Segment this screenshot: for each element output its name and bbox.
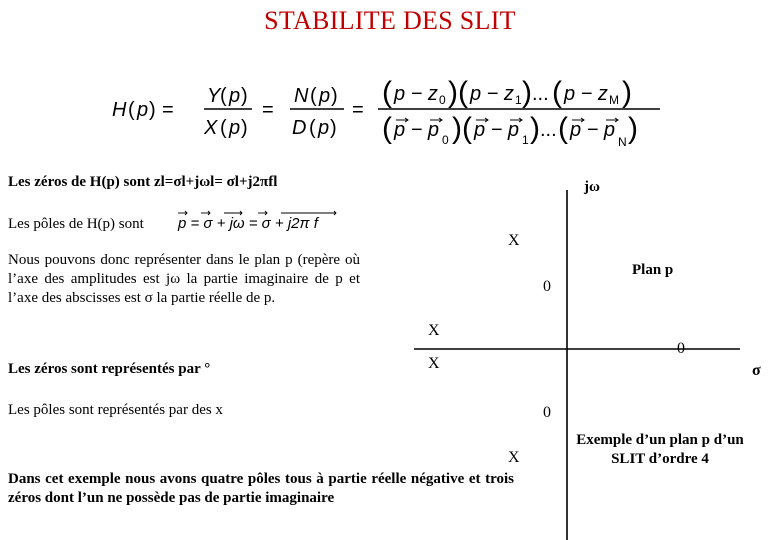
svg-text:p: p	[319, 85, 331, 107]
svg-text:1: 1	[515, 93, 522, 107]
example-caption: Exemple d’un plan p d’un SLIT d’ordre 4	[576, 432, 744, 467]
example-description: Dans cet exemple nous avons quatre pôles tous à partie réelle négative et trois zéros dont l’un ne possède pas de partie imaginaire	[8, 471, 514, 506]
svg-text:0: 0	[442, 133, 449, 147]
svg-text:p: p	[229, 117, 241, 139]
svg-text:(: (	[382, 76, 392, 109]
svg-text:p: p	[137, 99, 149, 121]
imaginary-axis-label: jω	[584, 179, 600, 195]
svg-text:Y: Y	[207, 85, 221, 107]
zeros-representation: Les zéros sont représentés par °	[8, 361, 211, 377]
svg-text:(: (	[552, 76, 562, 109]
svg-text:1: 1	[522, 133, 529, 147]
zeros-definition: Les zéros de H(p) sont zl=σl+jωl= σl+j2πfl	[8, 174, 278, 190]
svg-text:=: =	[162, 99, 174, 121]
svg-text:p − p: p − p	[394, 119, 440, 141]
svg-text:...: ...	[540, 119, 557, 141]
zero-marker: 0	[543, 404, 551, 421]
pole-marker: X	[428, 355, 440, 372]
pole-marker: X	[508, 449, 520, 466]
svg-text:(: (	[458, 76, 468, 109]
svg-text:): )	[149, 99, 156, 121]
svg-text:=: =	[352, 99, 364, 121]
svg-text:): )	[330, 117, 337, 139]
plane-label: Plan p	[632, 262, 674, 278]
svg-text:p − p: p − p	[570, 119, 616, 141]
zero-marker: 0	[543, 278, 551, 295]
svg-text:(: (	[220, 117, 227, 139]
svg-text:0: 0	[439, 93, 446, 107]
svg-text:p − z: p − z	[394, 83, 438, 105]
svg-text:...: ...	[532, 83, 549, 105]
svg-text:): )	[241, 117, 248, 139]
svg-text:p − p: p − p	[474, 119, 520, 141]
pole-marker: X	[508, 232, 520, 249]
svg-text:(: (	[310, 85, 317, 107]
svg-text:): )	[628, 112, 638, 145]
pole-marker: X	[428, 322, 440, 339]
svg-text:(: (	[462, 112, 472, 145]
svg-text:): )	[622, 76, 632, 109]
svg-text:=: =	[262, 99, 274, 121]
svg-text:): )	[241, 85, 248, 107]
plane-explanation: Nous pouvons donc représenter dans le plan p (repère où l’axe des amplitudes est jω la partie imaginaire de p et l’axe des abscisses est σ la partie réelle de p.	[8, 252, 360, 306]
zero-marker: 0	[677, 340, 685, 357]
svg-text:N: N	[618, 135, 627, 149]
svg-text:H: H	[112, 99, 127, 121]
svg-text:): )	[530, 112, 540, 145]
svg-text:(: (	[558, 112, 568, 145]
svg-text:(: (	[128, 99, 135, 121]
real-axis-label: σ	[752, 362, 761, 379]
svg-text:X: X	[204, 117, 218, 139]
svg-text:D: D	[292, 117, 307, 139]
poles-definition: Les pôles de H(p) sont	[8, 216, 144, 232]
svg-text:(: (	[309, 117, 316, 139]
svg-text:): )	[452, 112, 462, 145]
svg-text:(: (	[220, 85, 227, 107]
svg-text:): )	[331, 85, 338, 107]
svg-text:): )	[448, 76, 458, 109]
svg-text:M: M	[609, 93, 619, 107]
svg-text:p − z: p − z	[470, 83, 514, 105]
svg-text:p: p	[318, 117, 330, 139]
svg-text:(: (	[382, 112, 392, 145]
slide-title: STABILITE DES SLIT	[264, 6, 516, 35]
svg-text:): )	[522, 76, 532, 109]
svg-text:p: p	[229, 85, 241, 107]
svg-text:p = σ + jω = σ + j2π f: p = σ + jω = σ + j2π f	[178, 215, 318, 232]
svg-text:N: N	[294, 85, 309, 107]
svg-text:p − z: p − z	[564, 83, 608, 105]
poles-representation: Les pôles sont représentés par des x	[8, 402, 223, 418]
